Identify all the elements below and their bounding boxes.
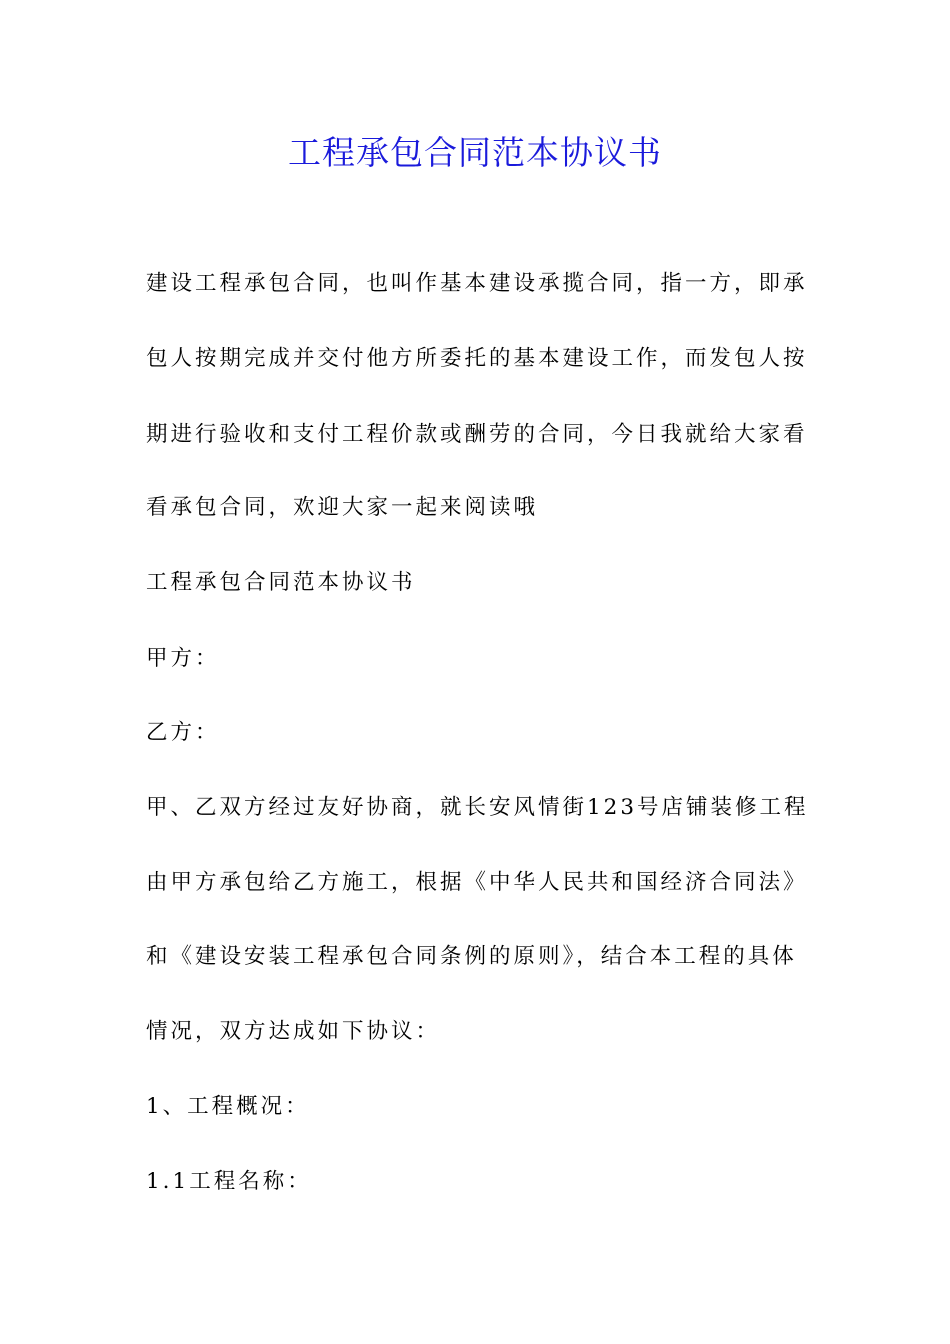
intro-line-4: 看承包合同，欢迎大家一起来阅读哦 (146, 495, 539, 520)
intro-line-3: 期进行验收和支付工程价款或酬劳的合同，今日我就给大家看 (146, 422, 808, 447)
agreement-line-4: 情况，双方达成如下协议： (146, 1019, 441, 1044)
agreement-line-3: 和《建设安装工程承包合同条例的原则》，结合本工程的具体 (146, 944, 797, 969)
party-a-label: 甲方： (146, 646, 220, 671)
section-heading: 工程承包合同范本协议书 (146, 570, 416, 595)
clause-1-1-heading: 1.1工程名称： (146, 1169, 312, 1194)
intro-line-1: 建设工程承包合同，也叫作基本建设承揽合同，指一方，即承 (146, 271, 808, 296)
document-title: 工程承包合同范本协议书 (288, 133, 662, 172)
party-b-label: 乙方： (146, 720, 220, 745)
clause-1-heading: 1、工程概况： (146, 1094, 310, 1119)
agreement-line-2: 由甲方承包给乙方施工，根据《中华人民共和国经济合同法》 (146, 870, 808, 895)
agreement-line-1: 甲、乙双方经过友好协商，就长安风情街123号店铺装修工程 (146, 795, 809, 820)
intro-line-2: 包人按期完成并交付他方所委托的基本建设工作，而发包人按 (146, 346, 808, 371)
